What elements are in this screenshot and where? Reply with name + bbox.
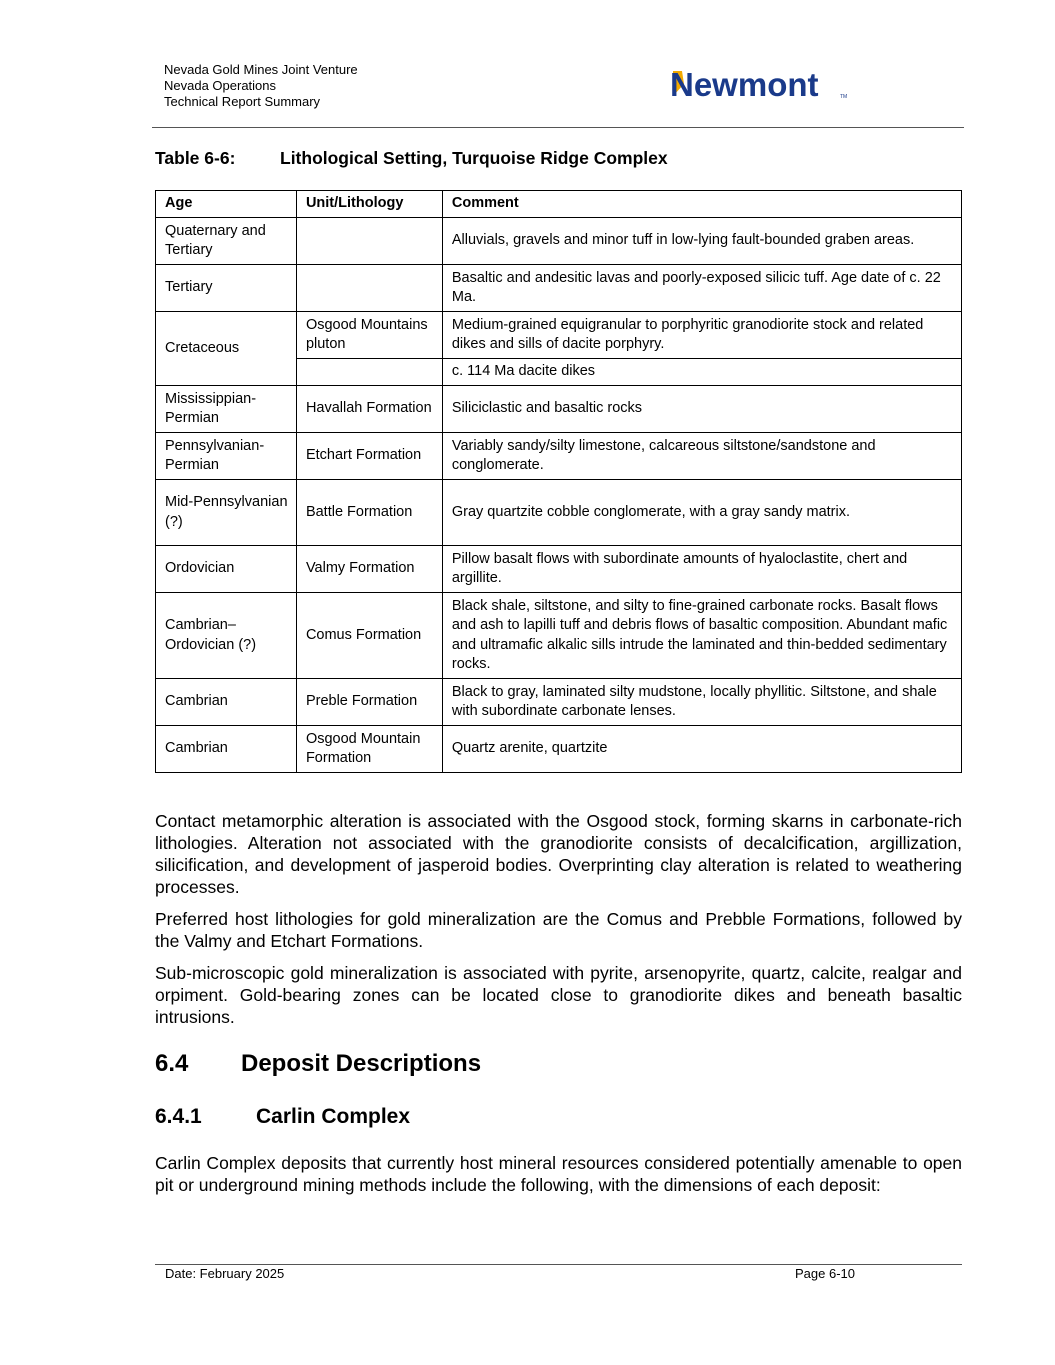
cell-unit: Preble Formation bbox=[296, 679, 442, 726]
footer-rule bbox=[155, 1264, 962, 1265]
table-row bbox=[156, 386, 962, 433]
table-caption bbox=[155, 148, 668, 169]
cell-comment: Black to gray, laminated silty mudstone, locally phyllitic. Siltstone, and shale with subordinate carbonate lenses. bbox=[442, 679, 961, 726]
cell-comment: Black shale, siltstone, and silty to fine-grained carbonate rocks. Basalt flows and ash to lapilli tuff and debris flows of basaltic composition. Abundant mafic and ultramafic alkalic sills intrude the laminated and thin-bedded sedimentary rocks. bbox=[442, 593, 961, 679]
cell-age: Pennsylvanian-Permian bbox=[156, 433, 297, 480]
newmont-logo bbox=[670, 66, 855, 106]
subsection-heading bbox=[155, 1105, 410, 1129]
col-header-comment: Comment bbox=[442, 191, 961, 218]
cell-comment: Basaltic and andesitic lavas and poorly-exposed silicic tuff. Age date of c. 22 Ma. bbox=[442, 265, 961, 312]
cell-age: Cretaceous bbox=[156, 312, 297, 386]
table-row bbox=[156, 546, 962, 593]
paragraph-host-lithologies: Preferred host lithologies for gold mineralization are the Comus and Prebble Formations, followed by the Valmy and Etchart Formations. bbox=[155, 909, 962, 951]
header-report-type: Technical Report Summary bbox=[164, 94, 321, 109]
cell-unit bbox=[296, 359, 442, 386]
table-row bbox=[156, 433, 962, 480]
cell-age: Cambrian– Ordovician (?) bbox=[156, 593, 297, 679]
table-row bbox=[156, 593, 962, 679]
cell-unit bbox=[296, 218, 442, 265]
cell-age: Mississippian-Permian bbox=[156, 386, 297, 433]
col-header-unit: Unit/Lithology bbox=[296, 191, 442, 218]
header-operations: Nevada Operations bbox=[164, 78, 277, 93]
lithology-table bbox=[155, 190, 962, 773]
paragraph-gold-mineralization: Sub-microscopic gold mineralization is associated with pyrite, arsenopyrite, quartz, calcite, realgar and orpiment. Gold-bearing zones can be located close to granodiorite dikes and beneath basaltic intrusions. bbox=[155, 963, 962, 1027]
cell-unit: Havallah Formation bbox=[296, 386, 442, 433]
cell-unit: Etchart Formation bbox=[296, 433, 442, 480]
cell-unit: Osgood Mountains pluton bbox=[296, 312, 442, 359]
cell-unit: Osgood Mountain Formation bbox=[296, 726, 442, 773]
table-header-row bbox=[156, 191, 962, 218]
table-row bbox=[156, 726, 962, 773]
cell-comment: Gray quartzite cobble conglomerate, with a gray sandy matrix. bbox=[442, 480, 961, 546]
col-header-age: Age bbox=[156, 191, 297, 218]
paragraph-carlin-deposits: Carlin Complex deposits that currently host mineral resources considered potentially amenable to open pit or underground mining methods include the following, with the dimensions of each deposit: bbox=[155, 1153, 962, 1195]
table-row bbox=[156, 679, 962, 726]
subsection-number: 6.4.1 bbox=[155, 1105, 202, 1128]
paragraph-contact-metamorphism: Contact metamorphic alteration is associated with the Osgood stock, forming skarns in carbonate-rich lithologies. Alteration not associated with the granodiorite consists of decalcification, argillization, silicification, and development of jasperoid bodies. Overprinting clay alteration is related to weathering processes. bbox=[155, 811, 962, 897]
section-title: Deposit Descriptions bbox=[241, 1050, 482, 1077]
cell-unit bbox=[296, 265, 442, 312]
header-rule bbox=[152, 127, 964, 128]
cell-comment: Alluvials, gravels and minor tuff in low-lying fault-bounded graben areas. bbox=[442, 218, 961, 265]
table-row bbox=[156, 218, 962, 265]
cell-age: Mid-Pennsylvanian (?) bbox=[156, 480, 297, 546]
cell-unit: Valmy Formation bbox=[296, 546, 442, 593]
header-company: Nevada Gold Mines Joint Venture bbox=[164, 62, 358, 77]
cell-comment: Quartz arenite, quartzite bbox=[442, 726, 961, 773]
subsection-title: Carlin Complex bbox=[256, 1105, 411, 1128]
cell-comment: Pillow basalt flows with subordinate amounts of hyaloclastite, chert and argillite. bbox=[442, 546, 961, 593]
footer-page-number: Page 6-10 bbox=[795, 1266, 855, 1281]
svg-text:TM: TM bbox=[840, 94, 848, 100]
table-title: Lithological Setting, Turquoise Ridge Complex bbox=[280, 148, 668, 168]
cell-age: Cambrian bbox=[156, 679, 297, 726]
section-number: 6.4 bbox=[155, 1050, 189, 1077]
document-header bbox=[164, 62, 358, 110]
cell-comment: Siliciclastic and basaltic rocks bbox=[442, 386, 961, 433]
table-row bbox=[156, 265, 962, 312]
cell-unit: Battle Formation bbox=[296, 480, 442, 546]
cell-comment: Variably sandy/silty limestone, calcareous siltstone/sandstone and conglomerate. bbox=[442, 433, 961, 480]
cell-age: Tertiary bbox=[156, 265, 297, 312]
table-row bbox=[156, 480, 962, 546]
cell-age: Ordovician bbox=[156, 546, 297, 593]
cell-unit: Comus Formation bbox=[296, 593, 442, 679]
section-heading bbox=[155, 1050, 481, 1078]
table-row bbox=[156, 312, 962, 359]
footer-date: Date: February 2025 bbox=[165, 1266, 285, 1281]
cell-comment: c. 114 Ma dacite dikes bbox=[442, 359, 961, 386]
cell-age: Cambrian bbox=[156, 726, 297, 773]
cell-age: Quaternary and Tertiary bbox=[156, 218, 297, 265]
cell-comment: Medium-grained equigranular to porphyritic granodiorite stock and related dikes and sills of dacite porphyry. bbox=[442, 312, 961, 359]
svg-text:Newmont: Newmont bbox=[670, 66, 819, 103]
table-number: Table 6-6: bbox=[155, 148, 236, 168]
